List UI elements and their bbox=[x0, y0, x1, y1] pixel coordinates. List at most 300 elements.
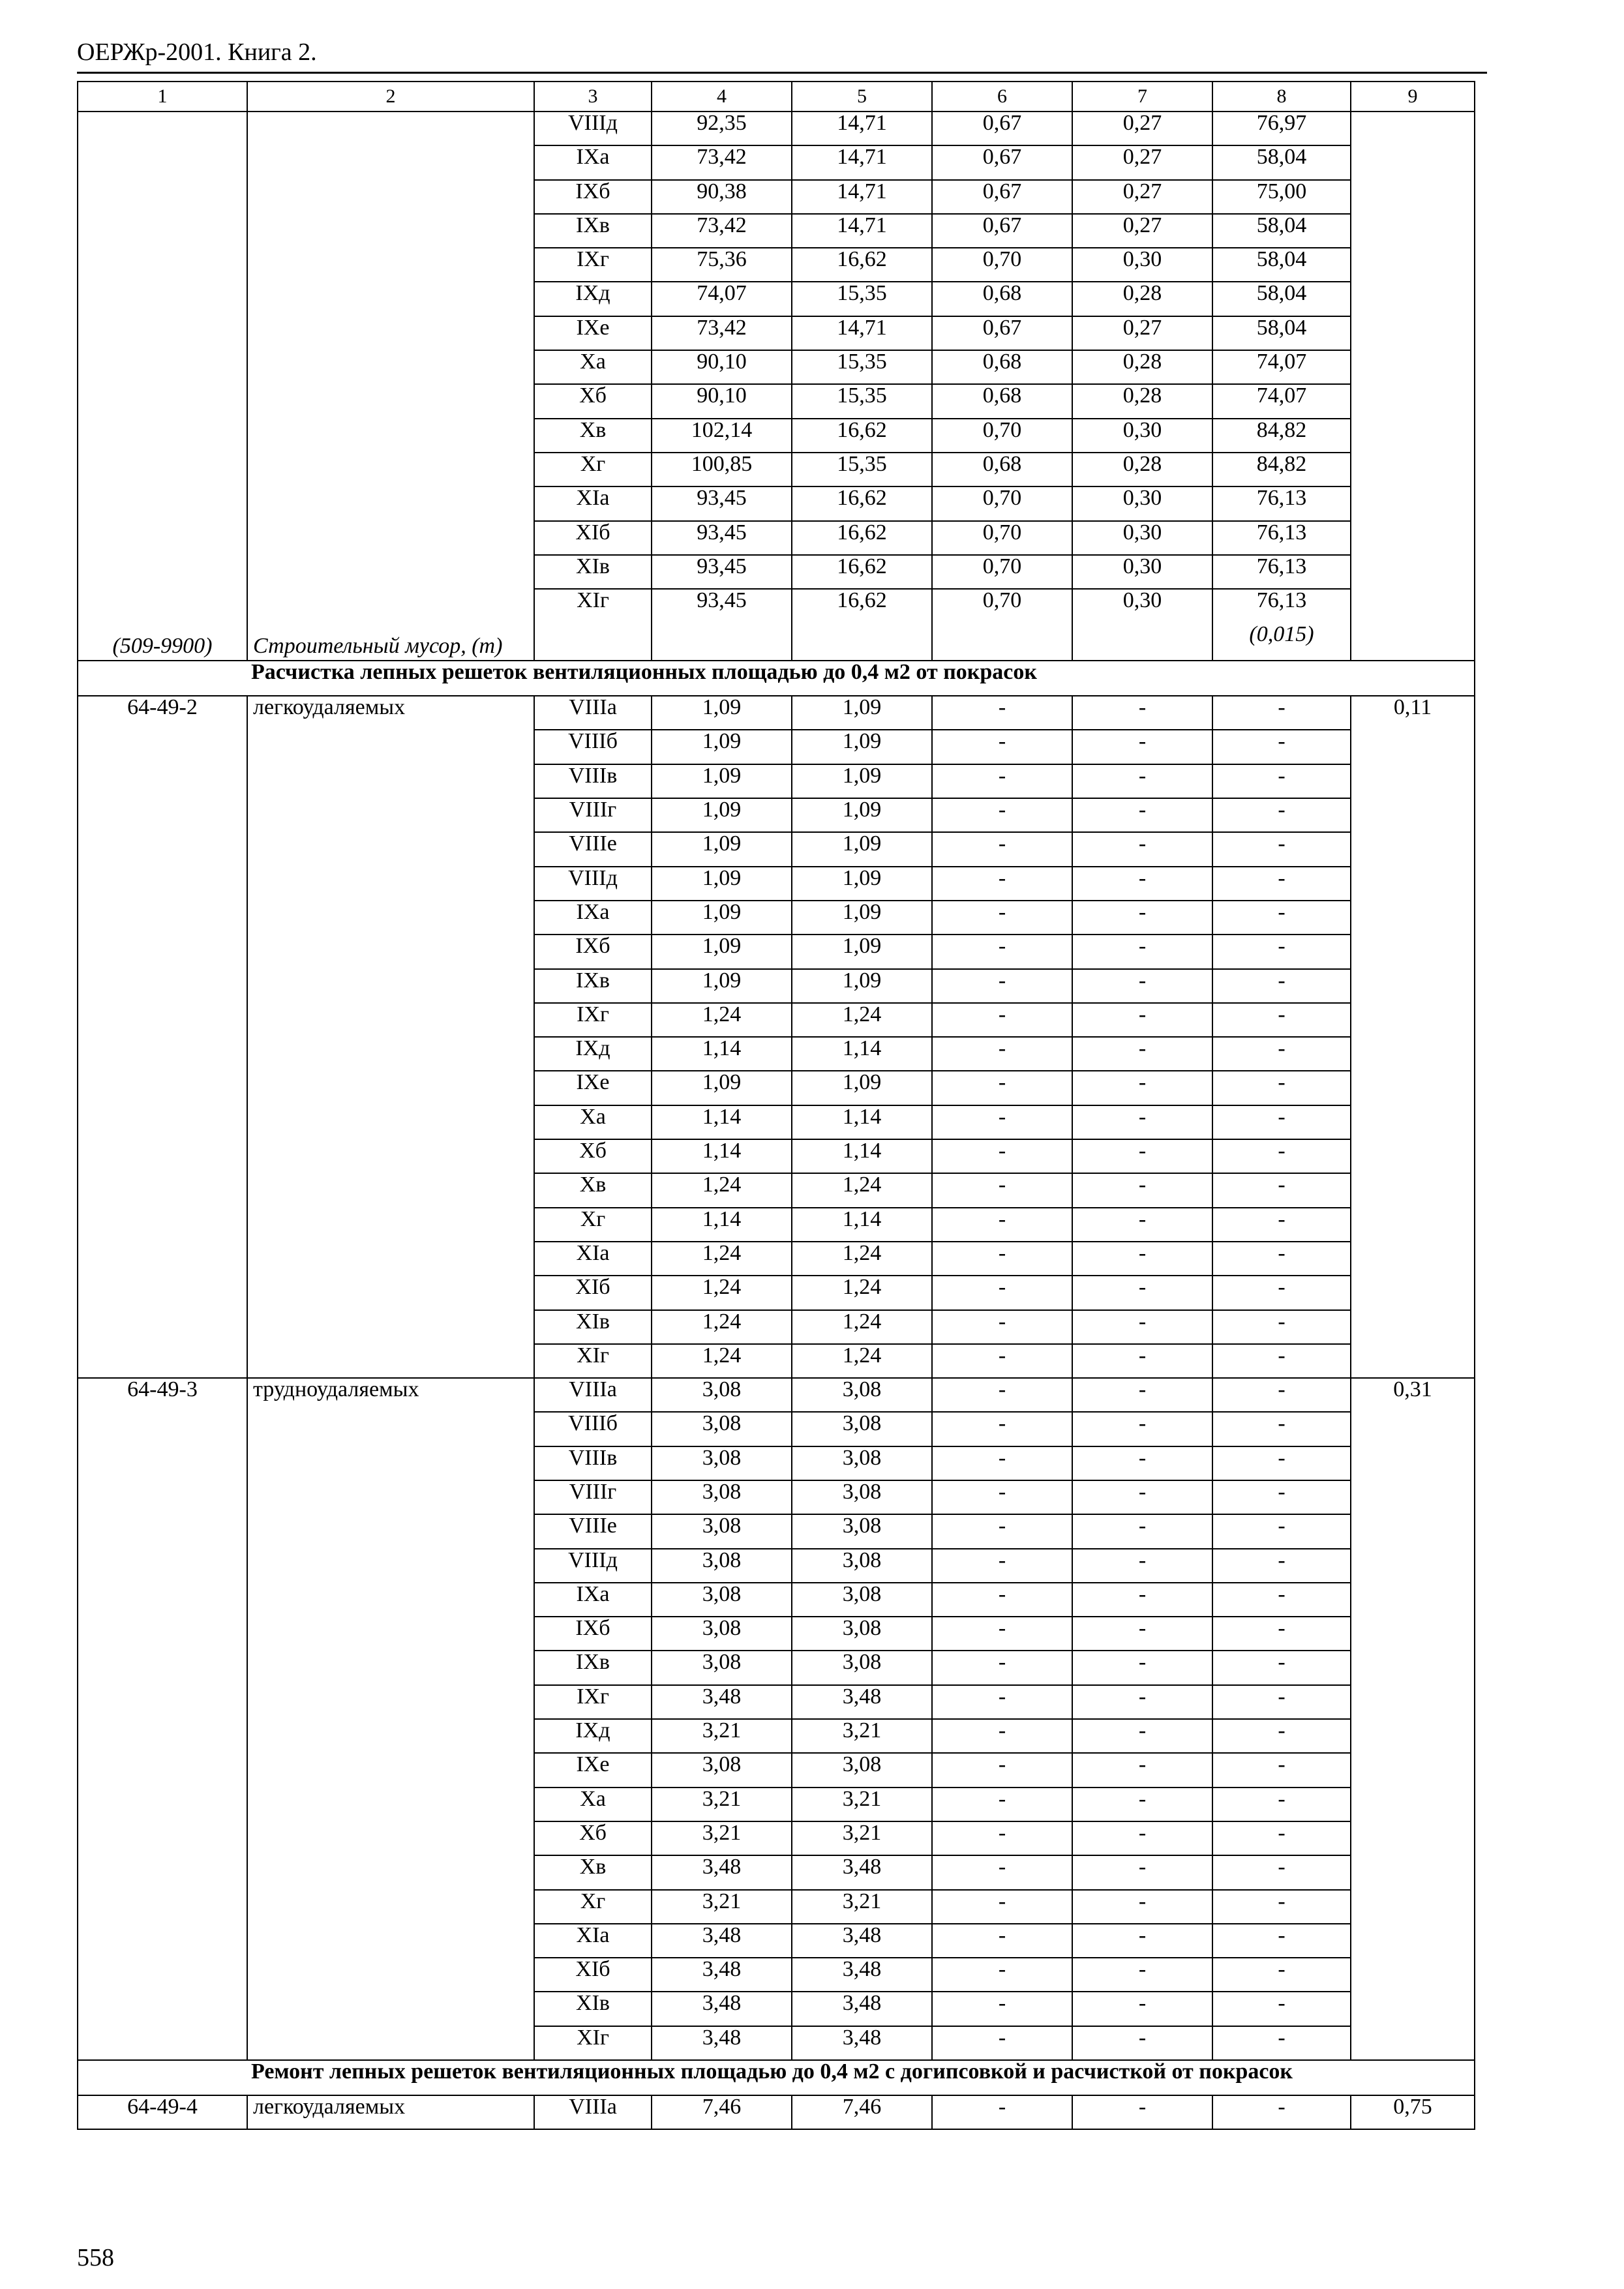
value-cell: 15,35 bbox=[792, 282, 932, 316]
value-cell: - bbox=[1072, 832, 1212, 866]
value-cell: 1,14 bbox=[792, 1139, 932, 1173]
value-cell: - bbox=[1072, 969, 1212, 1003]
value-cell: - bbox=[1212, 730, 1351, 764]
value-cell: 1,09 bbox=[792, 832, 932, 866]
item-name: легкоудаляемых bbox=[247, 696, 534, 1378]
value-cell: - bbox=[932, 1003, 1072, 1037]
value-cell: - bbox=[1072, 1276, 1212, 1309]
class-cell: IXб bbox=[534, 1617, 652, 1651]
value-cell: 1,24 bbox=[652, 1310, 792, 1344]
value-cell: 3,08 bbox=[792, 1480, 932, 1514]
column-number: 5 bbox=[792, 82, 932, 112]
value-cell: - bbox=[932, 1685, 1072, 1719]
value-cell: - bbox=[1212, 1958, 1351, 1992]
table-row bbox=[78, 1378, 1475, 1412]
value-cell: 1,09 bbox=[792, 867, 932, 901]
value-cell: 3,08 bbox=[792, 1549, 932, 1583]
value-cell: - bbox=[1212, 2095, 1351, 2129]
value-cell: 1,09 bbox=[652, 798, 792, 832]
value-cell: - bbox=[932, 1310, 1072, 1344]
value-cell: 3,08 bbox=[652, 1378, 792, 1412]
value-cell: 90,10 bbox=[652, 384, 792, 418]
value-cell: - bbox=[1212, 1037, 1351, 1071]
value-cell: 1,14 bbox=[652, 1037, 792, 1071]
value-cell: 3,08 bbox=[652, 1549, 792, 1583]
value-cell: 0,27 bbox=[1072, 145, 1212, 179]
value-cell: 1,09 bbox=[652, 730, 792, 764]
value-cell: - bbox=[1072, 1514, 1212, 1548]
value-cell: - bbox=[932, 2095, 1072, 2129]
column-number: 8 bbox=[1212, 82, 1351, 112]
value-cell: - bbox=[932, 798, 1072, 832]
value-cell: 3,08 bbox=[792, 1412, 932, 1446]
class-cell: XIа bbox=[534, 486, 652, 520]
value-cell: 74,07 bbox=[1212, 384, 1351, 418]
value-cell: 3,21 bbox=[652, 1719, 792, 1753]
column-number: 2 bbox=[247, 82, 534, 112]
value-cell: - bbox=[932, 1753, 1072, 1787]
value-cell: 0,70 bbox=[932, 248, 1072, 282]
value-cell: - bbox=[932, 1890, 1072, 1924]
value-cell: - bbox=[1072, 1242, 1212, 1276]
value-cell: 1,14 bbox=[792, 1037, 932, 1071]
value-cell: 1,24 bbox=[652, 1242, 792, 1276]
section-title: Расчистка лепных решеток вентиляционных площадью до 0,4 м2 от покрасок bbox=[78, 661, 1475, 696]
class-cell: IXд bbox=[534, 282, 652, 316]
value-cell: 3,08 bbox=[652, 1753, 792, 1787]
value-cell: - bbox=[1212, 969, 1351, 1003]
value-cell: - bbox=[1212, 1105, 1351, 1139]
value-cell: 0,28 bbox=[1072, 350, 1212, 384]
value-cell: - bbox=[1072, 2026, 1212, 2060]
value-cell: 3,08 bbox=[792, 1514, 932, 1548]
value-cell: 3,08 bbox=[792, 1378, 932, 1412]
value-cell: 58,04 bbox=[1212, 282, 1351, 316]
value-cell: 90,10 bbox=[652, 350, 792, 384]
value-cell: 0,30 bbox=[1072, 486, 1212, 520]
value-cell: 1,09 bbox=[792, 764, 932, 798]
value-cell: 3,48 bbox=[652, 1958, 792, 1992]
class-cell: XIб bbox=[534, 521, 652, 555]
value-cell: 0,67 bbox=[932, 214, 1072, 248]
section-title: Ремонт лепных решеток вентиляционных площадью до 0,4 м2 с догипсовкой и расчисткой от покрасок bbox=[78, 2060, 1475, 2095]
value-cell: 3,21 bbox=[652, 1821, 792, 1855]
class-cell: VIIIд bbox=[534, 867, 652, 901]
value-cell: - bbox=[932, 2026, 1072, 2060]
value-cell: 16,62 bbox=[792, 486, 932, 520]
value-cell: - bbox=[1072, 1037, 1212, 1071]
value-cell: - bbox=[1212, 1071, 1351, 1105]
value-cell: 1,09 bbox=[792, 969, 932, 1003]
col9-cell bbox=[1351, 112, 1475, 661]
value-cell: - bbox=[1072, 1958, 1212, 1992]
value-cell: - bbox=[1212, 867, 1351, 901]
class-cell: VIIIд bbox=[534, 1549, 652, 1583]
class-cell: VIIIв bbox=[534, 764, 652, 798]
class-cell: IXа bbox=[534, 1583, 652, 1617]
value-cell: - bbox=[1212, 1788, 1351, 1821]
norms-table bbox=[77, 81, 1475, 2130]
col9-cell: 0,11 bbox=[1351, 696, 1475, 1378]
column-number-row bbox=[78, 82, 1475, 112]
class-cell: Xг bbox=[534, 453, 652, 486]
value-cell: 0,28 bbox=[1072, 282, 1212, 316]
value-cell: - bbox=[932, 1549, 1072, 1583]
class-cell: VIIIа bbox=[534, 696, 652, 730]
class-cell: XIб bbox=[534, 1276, 652, 1309]
value-cell: - bbox=[1072, 1208, 1212, 1242]
class-cell: IXе bbox=[534, 1071, 652, 1105]
value-cell: - bbox=[1072, 1855, 1212, 1889]
value-cell: - bbox=[932, 901, 1072, 935]
value-text: 76,13 bbox=[1256, 589, 1307, 613]
value-cell: - bbox=[1072, 1139, 1212, 1173]
value-cell: 16,62 bbox=[792, 419, 932, 453]
value-cell: - bbox=[1212, 1821, 1351, 1855]
value-cell: - bbox=[932, 867, 1072, 901]
class-cell: XIа bbox=[534, 1924, 652, 1958]
class-cell: IXв bbox=[534, 214, 652, 248]
value-cell: 3,08 bbox=[792, 1617, 932, 1651]
value-cell: 3,48 bbox=[652, 1924, 792, 1958]
value-cell: 3,48 bbox=[792, 1924, 932, 1958]
value-cell: - bbox=[1212, 1583, 1351, 1617]
value-cell: 1,09 bbox=[792, 935, 932, 968]
value-cell: 3,08 bbox=[792, 1651, 932, 1684]
value-cell: 0,68 bbox=[932, 453, 1072, 486]
class-cell: VIIIб bbox=[534, 730, 652, 764]
value-cell: - bbox=[1212, 1651, 1351, 1684]
norms-table-body bbox=[78, 82, 1475, 2129]
value-cell: 0,30 bbox=[1072, 521, 1212, 555]
column-number: 9 bbox=[1351, 82, 1475, 112]
value-cell: 1,14 bbox=[652, 1208, 792, 1242]
value-cell: - bbox=[1212, 1173, 1351, 1207]
value-cell: - bbox=[1212, 2026, 1351, 2060]
value-cell: - bbox=[1212, 1139, 1351, 1173]
value-cell: 3,08 bbox=[652, 1446, 792, 1480]
class-cell: IXб bbox=[534, 180, 652, 214]
class-cell: Xа bbox=[534, 350, 652, 384]
value-cell: - bbox=[932, 764, 1072, 798]
value-cell: 76,97 bbox=[1212, 112, 1351, 145]
value-cell bbox=[1212, 589, 1351, 661]
value-cell: - bbox=[1072, 1924, 1212, 1958]
header-rule bbox=[77, 72, 1487, 74]
value-cell: - bbox=[1072, 1583, 1212, 1617]
value-cell: - bbox=[1072, 1617, 1212, 1651]
value-cell: 1,24 bbox=[792, 1242, 932, 1276]
value-cell: - bbox=[932, 1412, 1072, 1446]
value-cell: 14,71 bbox=[792, 214, 932, 248]
value-cell: - bbox=[1072, 1378, 1212, 1412]
value-cell: 16,62 bbox=[792, 248, 932, 282]
value-cell: - bbox=[932, 1958, 1072, 1992]
value-cell: 1,09 bbox=[792, 696, 932, 730]
value-cell: - bbox=[932, 1071, 1072, 1105]
class-cell: XIв bbox=[534, 1310, 652, 1344]
value-cell: 3,21 bbox=[792, 1719, 932, 1753]
value-cell: 15,35 bbox=[792, 384, 932, 418]
value-cell: - bbox=[1212, 1276, 1351, 1309]
value-cell: - bbox=[1072, 1446, 1212, 1480]
class-cell: IXб bbox=[534, 935, 652, 968]
class-cell: XIг bbox=[534, 589, 652, 661]
value-cell: 1,14 bbox=[652, 1105, 792, 1139]
value-cell: - bbox=[1212, 1514, 1351, 1548]
value-cell: 15,35 bbox=[792, 350, 932, 384]
value-cell: 1,24 bbox=[792, 1276, 932, 1309]
value-cell: 0,70 bbox=[932, 555, 1072, 589]
value-cell: 84,82 bbox=[1212, 419, 1351, 453]
value-cell: - bbox=[1212, 1753, 1351, 1787]
value-cell: - bbox=[1072, 2095, 1212, 2129]
value-cell: - bbox=[932, 1651, 1072, 1684]
value-cell: - bbox=[1212, 1855, 1351, 1889]
table-row bbox=[78, 112, 1475, 145]
value-cell: 1,09 bbox=[792, 1071, 932, 1105]
class-cell: VIIIа bbox=[534, 1378, 652, 1412]
col9-cell: 0,31 bbox=[1351, 1378, 1475, 2060]
value-cell: 76,13 bbox=[1212, 555, 1351, 589]
class-cell: XIг bbox=[534, 2026, 652, 2060]
value-cell: - bbox=[1212, 1719, 1351, 1753]
value-cell: - bbox=[932, 1514, 1072, 1548]
class-cell: XIб bbox=[534, 1958, 652, 1992]
value-cell: 14,71 bbox=[792, 145, 932, 179]
value-cell: - bbox=[1072, 1071, 1212, 1105]
value-cell: 15,35 bbox=[792, 453, 932, 486]
value-cell: 1,09 bbox=[652, 696, 792, 730]
class-cell: IXа bbox=[534, 901, 652, 935]
value-cell: - bbox=[932, 1242, 1072, 1276]
page-number: 558 bbox=[77, 2244, 114, 2271]
class-cell: VIIIг bbox=[534, 1480, 652, 1514]
class-cell: XIг bbox=[534, 1344, 652, 1378]
value-cell: 0,70 bbox=[932, 521, 1072, 555]
value-cell: 3,48 bbox=[792, 1685, 932, 1719]
value-cell: 14,71 bbox=[792, 180, 932, 214]
value-cell: - bbox=[1072, 935, 1212, 968]
item-code: 64-49-2 bbox=[78, 696, 247, 1378]
value-cell: - bbox=[1072, 1753, 1212, 1787]
class-cell: Xг bbox=[534, 1208, 652, 1242]
value-cell: 1,24 bbox=[792, 1344, 932, 1378]
value-cell: 3,48 bbox=[652, 1855, 792, 1889]
value-cell: - bbox=[1212, 832, 1351, 866]
value-cell: - bbox=[932, 969, 1072, 1003]
value-cell: 0,30 bbox=[1072, 589, 1212, 661]
value-cell: - bbox=[1072, 1310, 1212, 1344]
value-cell: - bbox=[1212, 1208, 1351, 1242]
value-cell: 0,70 bbox=[932, 589, 1072, 661]
value-cell: - bbox=[1212, 901, 1351, 935]
value-cell: 3,48 bbox=[792, 1992, 932, 2026]
value-cell: 0,67 bbox=[932, 180, 1072, 214]
value-cell: 1,09 bbox=[792, 730, 932, 764]
item-name: трудноудаляемых bbox=[247, 1378, 534, 2060]
value-cell: 90,38 bbox=[652, 180, 792, 214]
value-cell: 1,09 bbox=[652, 764, 792, 798]
value-cell: 0,27 bbox=[1072, 316, 1212, 350]
value-cell: 1,09 bbox=[652, 901, 792, 935]
class-cell: IXг bbox=[534, 248, 652, 282]
value-cell: 0,27 bbox=[1072, 180, 1212, 214]
class-cell: Xг bbox=[534, 1890, 652, 1924]
value-cell: - bbox=[932, 730, 1072, 764]
value-cell: 3,21 bbox=[792, 1890, 932, 1924]
value-cell: - bbox=[1212, 1412, 1351, 1446]
value-cell: - bbox=[1072, 730, 1212, 764]
value-cell: 58,04 bbox=[1212, 214, 1351, 248]
value-cell: 0,27 bbox=[1072, 214, 1212, 248]
value-cell: - bbox=[932, 1924, 1072, 1958]
class-cell: VIIIг bbox=[534, 798, 652, 832]
class-cell: IXг bbox=[534, 1003, 652, 1037]
value-cell: 0,67 bbox=[932, 316, 1072, 350]
value-cell: 3,21 bbox=[652, 1890, 792, 1924]
value-cell: 1,14 bbox=[792, 1208, 932, 1242]
value-cell: - bbox=[1072, 1412, 1212, 1446]
value-cell: 0,67 bbox=[932, 145, 1072, 179]
value-cell: - bbox=[1212, 1890, 1351, 1924]
class-cell: IXд bbox=[534, 1719, 652, 1753]
value-cell: 1,24 bbox=[652, 1344, 792, 1378]
col9-cell: 0,75 bbox=[1351, 2095, 1475, 2129]
value-cell: 1,24 bbox=[792, 1310, 932, 1344]
class-cell: XIв bbox=[534, 1992, 652, 2026]
value-cell: - bbox=[1072, 1719, 1212, 1753]
value-cell: 0,70 bbox=[932, 419, 1072, 453]
value-cell: 76,13 bbox=[1212, 486, 1351, 520]
value-cell: 3,08 bbox=[652, 1617, 792, 1651]
value-cell: 73,42 bbox=[652, 145, 792, 179]
column-number: 7 bbox=[1072, 82, 1212, 112]
value-cell: 3,08 bbox=[792, 1446, 932, 1480]
value-cell: 7,46 bbox=[652, 2095, 792, 2129]
value-cell: 0,27 bbox=[1072, 112, 1212, 145]
value-cell: 3,48 bbox=[652, 1685, 792, 1719]
value-cell: 1,09 bbox=[792, 901, 932, 935]
value-cell: 1,24 bbox=[652, 1276, 792, 1309]
value-cell: 0,30 bbox=[1072, 555, 1212, 589]
value-cell: - bbox=[932, 1992, 1072, 2026]
value-cell: - bbox=[1072, 1788, 1212, 1821]
value-cell: 0,30 bbox=[1072, 248, 1212, 282]
value-cell: 16,62 bbox=[792, 521, 932, 555]
value-cell: 1,09 bbox=[652, 935, 792, 968]
value-cell: - bbox=[932, 1821, 1072, 1855]
value-cell: 102,14 bbox=[652, 419, 792, 453]
value-cell: - bbox=[1072, 1480, 1212, 1514]
class-cell: Xб bbox=[534, 1821, 652, 1855]
value-cell: 14,71 bbox=[792, 112, 932, 145]
class-cell: Xв bbox=[534, 419, 652, 453]
value-cell: 76,13 bbox=[1212, 521, 1351, 555]
value-cell: - bbox=[1212, 798, 1351, 832]
value-cell: - bbox=[1072, 1549, 1212, 1583]
value-cell: - bbox=[1072, 764, 1212, 798]
class-cell: Xб bbox=[534, 1139, 652, 1173]
value-cell: 3,48 bbox=[792, 1958, 932, 1992]
class-cell: IXе bbox=[534, 1753, 652, 1787]
value-cell: - bbox=[1212, 1685, 1351, 1719]
value-cell: 100,85 bbox=[652, 453, 792, 486]
value-cell: - bbox=[1212, 764, 1351, 798]
value-cell: 0,67 bbox=[932, 112, 1072, 145]
value-cell: 1,24 bbox=[792, 1173, 932, 1207]
class-cell: Xб bbox=[534, 384, 652, 418]
class-cell: VIIIб bbox=[534, 1412, 652, 1446]
value-cell: - bbox=[1072, 1105, 1212, 1139]
value-cell: 16,62 bbox=[792, 555, 932, 589]
class-cell: VIIIе bbox=[534, 1514, 652, 1548]
class-cell: Xв bbox=[534, 1855, 652, 1889]
value-cell: 3,08 bbox=[792, 1753, 932, 1787]
value-cell: - bbox=[1212, 1924, 1351, 1958]
value-cell: 3,08 bbox=[652, 1480, 792, 1514]
value-cell: 1,09 bbox=[652, 832, 792, 866]
class-cell: IXв bbox=[534, 1651, 652, 1684]
value-cell: 74,07 bbox=[652, 282, 792, 316]
value-cell: - bbox=[1072, 798, 1212, 832]
item-code: 64-49-4 bbox=[78, 2095, 247, 2129]
value-cell: - bbox=[1212, 1446, 1351, 1480]
value-cell: - bbox=[932, 1139, 1072, 1173]
value-cell: 1,09 bbox=[652, 867, 792, 901]
value-cell: - bbox=[1212, 1003, 1351, 1037]
value-cell: 14,71 bbox=[792, 316, 932, 350]
class-cell: IXд bbox=[534, 1037, 652, 1071]
value-cell: - bbox=[932, 1344, 1072, 1378]
value-cell: 16,62 bbox=[792, 589, 932, 661]
class-cell: Xа bbox=[534, 1105, 652, 1139]
value-cell: 3,21 bbox=[792, 1788, 932, 1821]
section-title-row bbox=[78, 2060, 1475, 2095]
section-title-row bbox=[78, 661, 1475, 696]
column-number: 3 bbox=[534, 82, 652, 112]
class-cell: IXа bbox=[534, 145, 652, 179]
class-cell: XIв bbox=[534, 555, 652, 589]
value-cell: 3,48 bbox=[652, 1992, 792, 2026]
value-cell: 0,68 bbox=[932, 282, 1072, 316]
column-number: 4 bbox=[652, 82, 792, 112]
value-cell: 0,28 bbox=[1072, 384, 1212, 418]
value-cell: 0,30 bbox=[1072, 419, 1212, 453]
value-cell: 93,45 bbox=[652, 555, 792, 589]
value-cell: 84,82 bbox=[1212, 453, 1351, 486]
value-cell: - bbox=[1072, 867, 1212, 901]
value-cell: 75,00 bbox=[1212, 180, 1351, 214]
value-cell: - bbox=[1072, 1890, 1212, 1924]
value-cell: - bbox=[932, 832, 1072, 866]
value-cell: 74,07 bbox=[1212, 350, 1351, 384]
value-cell: 1,09 bbox=[792, 798, 932, 832]
value-cell: 93,45 bbox=[652, 486, 792, 520]
value-cell: - bbox=[932, 1617, 1072, 1651]
value-cell: 3,48 bbox=[792, 1855, 932, 1889]
value-cell: 1,09 bbox=[652, 1071, 792, 1105]
class-cell: XIа bbox=[534, 1242, 652, 1276]
value-cell: 3,21 bbox=[792, 1821, 932, 1855]
value-cell: - bbox=[1212, 1617, 1351, 1651]
value-cell: - bbox=[1212, 1378, 1351, 1412]
value-cell: - bbox=[1072, 901, 1212, 935]
value-cell: 3,21 bbox=[652, 1788, 792, 1821]
class-cell: VIIIв bbox=[534, 1446, 652, 1480]
value-cell: - bbox=[1212, 696, 1351, 730]
value-cell: - bbox=[1072, 1173, 1212, 1207]
